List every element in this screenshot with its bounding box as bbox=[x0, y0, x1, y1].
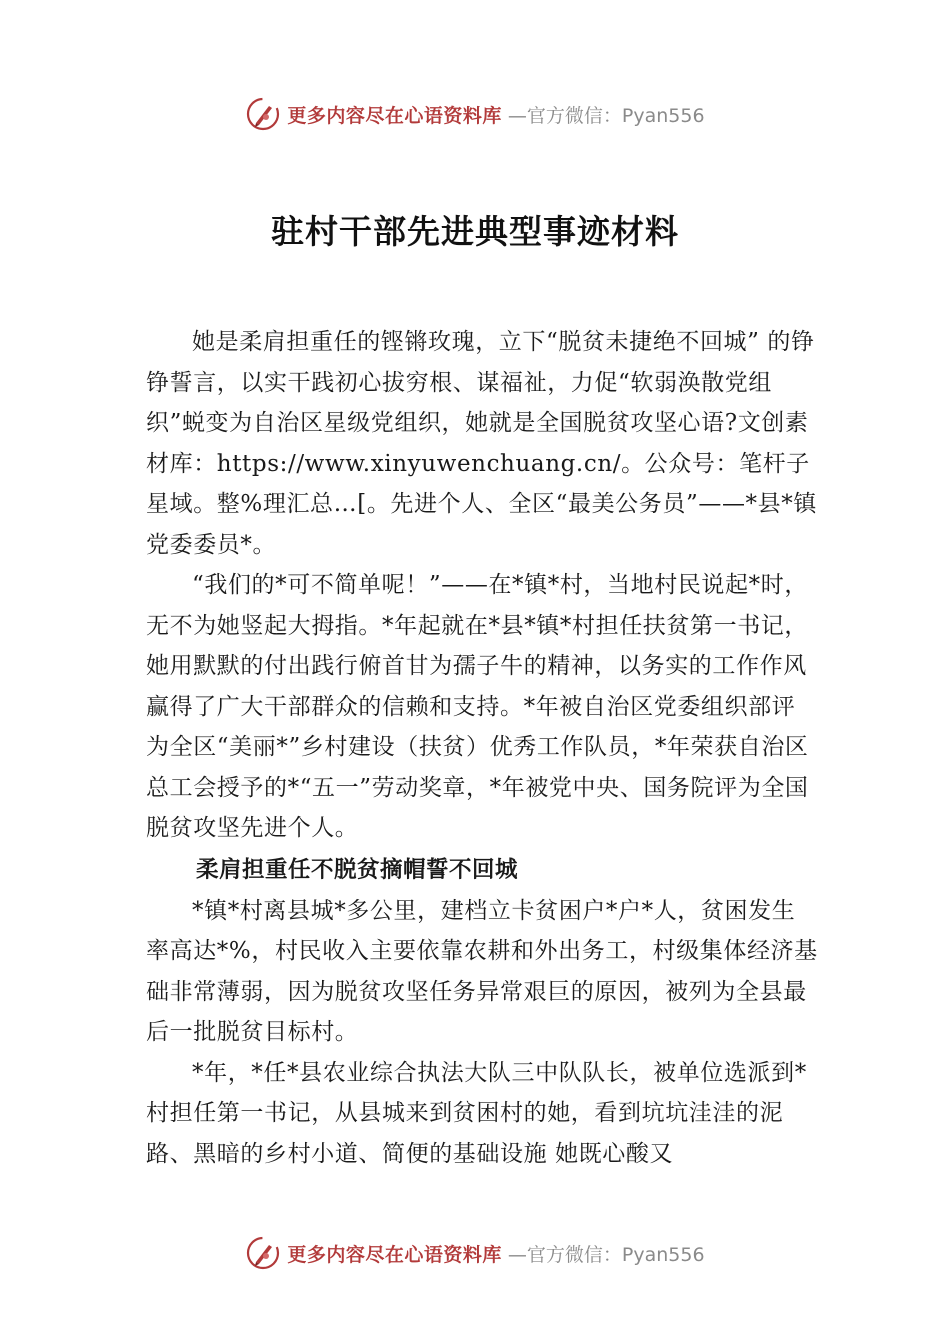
header-watermark bbox=[0, 94, 950, 134]
watermark-gray-text: —官方微信：Pyan556 bbox=[507, 1243, 705, 1266]
pen-circle-logo-icon bbox=[245, 1235, 281, 1271]
paragraph: 她是柔肩担重任的铿锵玫瑰，立下“脱贫未捷绝不回城” 的铮铮誓言，以实干践初心拔穷根、谋福祉，力促“软弱涣散党组织”蜕变为自治区星级党组织，她就是全国脱贫攻坚心语?文创素材库：https://www.xinyuwenchuang.cn/。公众号：笔杆子星域。整%理汇总…[。先进个人、全区“最美公务员”——*县*镇党委委员*。 bbox=[146, 329, 817, 558]
document-body bbox=[146, 322, 818, 1174]
footer-watermark bbox=[0, 1233, 950, 1273]
paragraph: *年，*任*县农业综合执法大队三中队队长，被单位选派到*村担任第一书记，从县城来到贫困村的她，看到坑坑洼洼的泥路、黑暗的乡村小道、简便的基础设施 她既心酸又 bbox=[146, 1059, 807, 1167]
document-title: 驻村干部先进典型事迹材料 bbox=[271, 212, 679, 251]
watermark-red-text: 更多内容尽在心语资料库 bbox=[287, 104, 502, 127]
pen-circle-logo-icon bbox=[245, 96, 281, 132]
watermark-red-text: 更多内容尽在心语资料库 bbox=[287, 1243, 502, 1266]
section-heading: 柔肩担重任不脱贫摘帽誓不回城 bbox=[196, 856, 519, 883]
watermark-gray-text: —官方微信：Pyan556 bbox=[507, 104, 705, 127]
paragraph: *镇*村离县城*多公里，建档立卡贫困户*户*人，贫困发生率高达*%，村民收入主要依靠农耕和外出务工，村级集体经济基础非常薄弱，因为脱贫攻坚任务异常艰巨的原因，被列为全县最后一批脱贫目标村。 bbox=[146, 897, 818, 1045]
paragraph: “我们的*可不简单呢！”——在*镇*村，当地村民说起*时，无不为她竖起大拇指。*年起就在*县*镇*村担任扶贫第一书记，她用默默的付出践行俯首甘为孺子牛的精神，以务实的工作作风赢得了广大干部群众的信赖和支持。*年被自治区党委组织部评为全区“美丽*”乡村建设（扶贫）优秀工作队员，*年荣获自治区总工会授予的*“五一”劳动奖章，*年被党中央、国务院评为全国脱贫攻坚先进个人。 bbox=[146, 572, 809, 841]
